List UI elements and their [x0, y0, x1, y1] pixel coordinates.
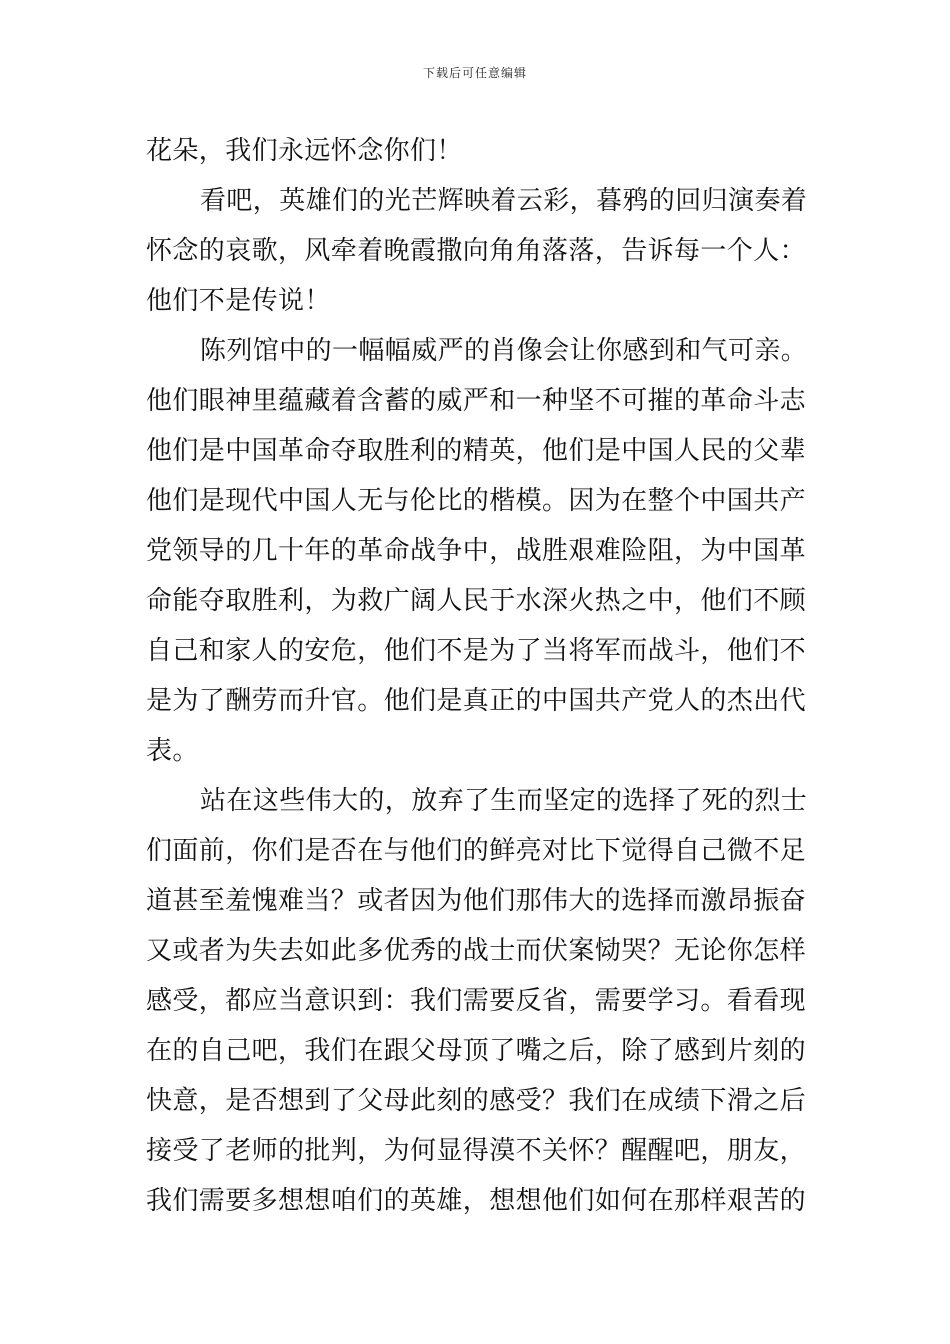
text-line: 是为了酬劳而升官。他们是真正的中国共产党人的杰出代 [146, 686, 807, 716]
text-line: 在的自己吧，我们在跟父母顶了嘴之后，除了感到片刻的 [146, 1036, 807, 1066]
text-line: 他们眼神里蕴藏着含蓄的威严和一种坚不可摧的革命斗志 [146, 386, 807, 416]
text-line: 我们需要多想想咱们的英雄，想想他们如何在那样艰苦的 [146, 1186, 807, 1216]
text-line: 党领导的几十年的革命战争中，战胜艰难险阻，为中国革 [146, 536, 807, 566]
document-body [146, 126, 816, 1226]
text-line: 他们是中国革命夺取胜利的精英，他们是中国人民的父辈 [146, 436, 807, 466]
text-line: 怀念的哀歌，风牵着晚霞撒向角角落落，告诉每一个人： [146, 236, 807, 266]
text-line: 又或者为失去如此多优秀的战士而伏案恸哭？无论你怎样 [146, 936, 807, 966]
text-line: 站在这些伟大的，放弃了生而坚定的选择了死的烈士 [200, 786, 808, 816]
text-line: 他们不是传说！ [146, 286, 331, 316]
text-line: 快意，是否想到了父母此刻的感受？我们在成绩下滑之后 [146, 1086, 807, 1116]
text-line: 道甚至羞愧难当？或者因为他们那伟大的选择而激昂振奋 [146, 886, 807, 916]
text-line: 接受了老师的批判，为何显得漠不关怀？醒醒吧，朋友， [146, 1136, 807, 1166]
page-header: 下载后可任意编辑 [422, 66, 527, 80]
text-line: 看吧，英雄们的光芒辉映着云彩，暮鸦的回归演奏着 [200, 186, 808, 216]
text-line: 感受，都应当意识到：我们需要反省，需要学习。看看现 [146, 986, 807, 1016]
text-line: 花朵，我们永远怀念你们！ [146, 136, 463, 166]
text-line: 命能夺取胜利，为救广阔人民于水深火热之中，他们不顾 [146, 586, 807, 616]
text-line: 表。 [146, 736, 199, 766]
text-line: 他们是现代中国人无与伦比的楷模。因为在整个中国共产 [146, 486, 807, 516]
text-line: 陈列馆中的一幅幅威严的肖像会让你感到和气可亲。 [200, 336, 808, 366]
text-line: 自己和家人的安危，他们不是为了当将军而战斗，他们不 [146, 636, 807, 666]
text-line: 们面前，你们是否在与他们的鲜亮对比下觉得自己微不足 [146, 836, 807, 866]
